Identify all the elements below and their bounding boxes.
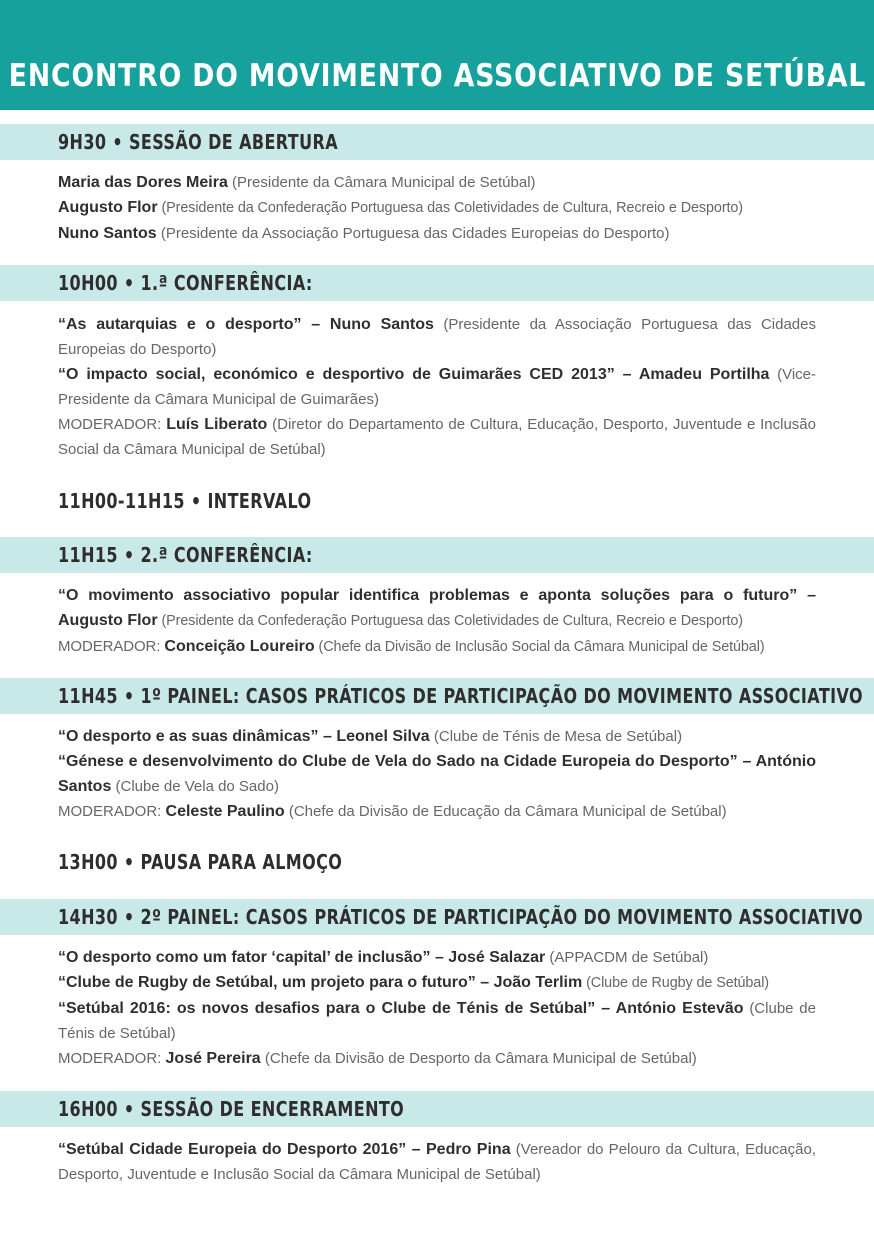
program-line: “Setúbal 2016: os novos desafios para o Clube de Ténis de Setúbal” – António Estevão (Clube de Ténis de Setúbal) bbox=[58, 1000, 816, 1042]
program-line: Maria das Dores Meira (Presidente da Câmara Municipal de Setúbal) bbox=[58, 174, 536, 191]
program-line: Nuno Santos (Presidente da Associação Portuguesa das Cidades Europeias do Desporto) bbox=[58, 225, 670, 242]
page-title: ENCONTRO DO MOVIMENTO ASSOCIATIVO DE SETÚBAL bbox=[8, 58, 866, 94]
program-line: “O desporto e as suas dinâmicas” – Leonel Silva (Clube de Ténis de Mesa de Setúbal) bbox=[58, 728, 683, 745]
section-heading: 9H30 • SESSÃO DE ABERTURA bbox=[58, 130, 338, 154]
section-heading: 10H00 • 1.ª CONFERÊNCIA: bbox=[58, 271, 313, 295]
program-line: “O impacto social, económico e desportivo de Guimarães CED 2013” – Amadeu Portilha (Vice-Presidente da Câmara Municipal de Guimarães) bbox=[58, 366, 816, 408]
section-heading: 13H00 • PAUSA PARA ALMOÇO bbox=[58, 850, 343, 874]
section-body bbox=[58, 170, 816, 246]
section-heading: 16H00 • SESSÃO DE ENCERRAMENTO bbox=[58, 1097, 405, 1121]
section-heading: 11H15 • 2.ª CONFERÊNCIA: bbox=[58, 543, 313, 567]
section-body bbox=[58, 312, 816, 462]
program-line: “O desporto como um fator ‘capital’ de inclusão” – José Salazar (APPACDM de Setúbal) bbox=[58, 949, 709, 966]
section-body bbox=[58, 945, 816, 1071]
program-line: Augusto Flor (Presidente da Confederação Portuguesa das Coletividades de Cultura, Recreio e Desporto) bbox=[58, 199, 743, 216]
program-line: “Setúbal Cidade Europeia do Desporto 2016” – Pedro Pina (Vereador do Pelouro da Cultura, Educação, Desporto, Juventude e Inclusão Social da Câmara Municipal de Setúbal) bbox=[58, 1141, 816, 1183]
moderator-line: MODERADOR: José Pereira (Chefe da Divisão de Desporto da Câmara Municipal de Setúbal) bbox=[58, 1050, 697, 1067]
section-heading: 14H30 • 2º PAINEL: CASOS PRÁTICOS DE PARTICIPAÇÃO DO MOVIMENTO ASSOCIATIVO bbox=[58, 905, 863, 929]
moderator-line: MODERADOR: Luís Liberato (Diretor do Departamento de Cultura, Educação, Desporto, Juventude e Inclusão Social da Câmara Municipal de Setúbal) bbox=[58, 416, 816, 458]
section-heading: 11H00-11H15 • INTERVALO bbox=[58, 489, 312, 513]
title-banner bbox=[0, 0, 874, 110]
program-line: “Clube de Rugby de Setúbal, um projeto para o futuro” – João Terlim (Clube de Rugby de Setúbal) bbox=[58, 974, 769, 991]
program-line: “As autarquias e o desporto” – Nuno Santos (Presidente da Associação Portuguesa das Cidades Europeias do Desporto) bbox=[58, 316, 816, 358]
program-line: “Génese e desenvolvimento do Clube de Vela do Sado na Cidade Europeia do Desporto” – António Santos (Clube de Vela do Sado) bbox=[58, 753, 816, 795]
section-body bbox=[58, 583, 816, 660]
moderator-line: MODERADOR: Conceição Loureiro (Chefe da Divisão de Inclusão Social da Câmara Municipal de Setúbal) bbox=[58, 638, 765, 655]
moderator-line: MODERADOR: Celeste Paulino (Chefe da Divisão de Educação da Câmara Municipal de Setúbal) bbox=[58, 803, 727, 820]
program-line: “O movimento associativo popular identifica problemas e aponta soluções para o futuro” – Augusto Flor (Presidente da Confederação Portuguesa das Coletividades de Cultura, Recreio e Desporto) bbox=[58, 587, 816, 629]
section-heading: 11H45 • 1º PAINEL: CASOS PRÁTICOS DE PARTICIPAÇÃO DO MOVIMENTO ASSOCIATIVO bbox=[58, 684, 863, 708]
section-body bbox=[58, 1137, 816, 1187]
section-body bbox=[58, 724, 816, 824]
